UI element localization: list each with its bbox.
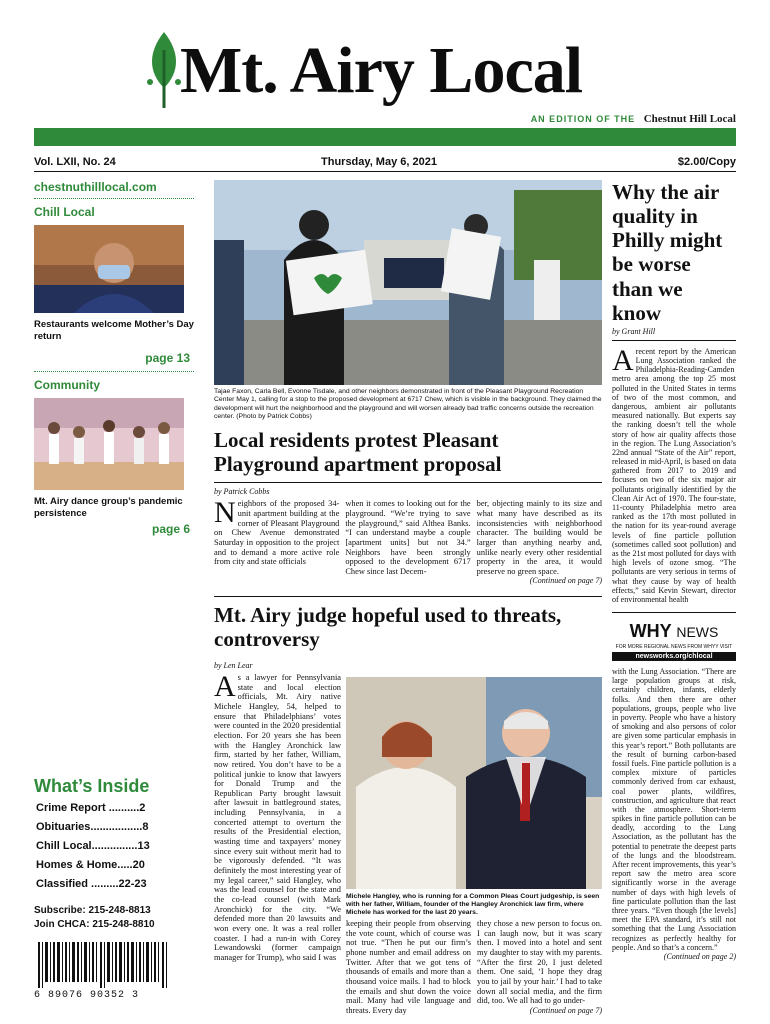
story2-dropcap: A	[214, 669, 236, 703]
story1-byline: by Patrick Cobbs	[214, 482, 602, 496]
whyy-logo-text: WHY	[629, 621, 672, 642]
protest-photo-caption: Tajae Faxon, Carla Bell, Evonne Tisdale, and other neighbors demonstrated in front of the Pleasant Playground Recreation Center May 1, calling for a stop to the proposed development at 6717 Chew, which is visible in the background. They claimed the development will hurt the neighborhood and the playground and will worsen already bad traffic concerns outside the recreation center. (Photo by Patrick Cobbs)	[214, 388, 602, 421]
story1-text-2: when it comes to looking out for the playground. “We’re trying to save the playground,” said Althea Banks. “I can understand maybe a couple [apartment units] but not 34.” Neighbors have been strongly opposed to the development 6717 Chew since last Decem-	[345, 499, 471, 576]
story2-columns	[346, 919, 602, 1016]
story2-continued[interactable]: (Continued on page 7)	[529, 1005, 602, 1015]
story3-byline: by Grant Hill	[612, 327, 736, 341]
dateline	[34, 154, 736, 172]
story1-text-1: eighbors of the proposed 34-unit apartment building at the corner of Pleasant Playground on Chew Avenue demonstrated Saturday in opposition to the project and to demand a more active role from city and state officials	[214, 499, 340, 567]
story3-continued[interactable]: (Continued on page 2)	[663, 951, 736, 961]
issue-price: $2.00/Copy	[677, 156, 736, 168]
section-label-chill-local: Chill Local	[34, 205, 95, 219]
story1-col-1	[214, 496, 340, 585]
story2-text-1: s a lawyer for Pennsylvania state and local election officials, Mt. Airy native Michele Hangley, 54, helped to ensure that Philadelphians’ votes were counted in the 2020 presidential election. For 20 years she has been with the Hangley Aronchick law firm, started by her father, William, now retired. You don’t have to be a political junkie to know that lawyers for Donald Trump and the Republican Party brought lawsuit after lawsuit in battleground states, including Pennsylvania, in a concerted attempt to overturn the results of the Presidential election, wasting time and taxpayers’ money since every suit without merit had to be vigorously defended. “It was definitely the most interesting year of my legal career,” said Hangley, who was the lead counsel for the state and the co-lead counsel (with Mark Aronchick) for the city. “We defended more than 20 lawsuits and won every one. It was a real roller coaster. I had a run-in with Corey Lewandowski (former campaign manager for Trump), who said I was	[214, 672, 341, 962]
story1-body	[214, 496, 602, 586]
story2-text-3: they chose a new person to focus on. I can laugh now, but it was scary then. I moved into a hotel and sent my daughter to stay with my parents. “After the first 20, I just deleted them. One said, ‘I hope they drag you to jail by your hair.’ I had to take down all social media, and the firm did, too. We all had to go under-	[477, 918, 602, 1006]
website-link[interactable]: chestnuthilllocal.com	[34, 180, 194, 199]
right-column	[612, 180, 736, 961]
story1-col-3	[477, 499, 602, 585]
green-rule	[34, 128, 736, 146]
story3-dropcap: A	[612, 343, 634, 377]
story3-text-2-body: with the Lung Association. “There are large population groups at risk, certainly children, infants, elderly folks. And then there are other populations, groups, people who live in poverty. People who have a history of smoking and also persons of color are given some particular emphasis in this year’s report.” Both pollutants are the result of burning carbon-based fossil fuels. Fine particle pollution is a complex mixture of particles commonly derived from car exhaust, coal power plants, wildfires, construction, and agriculture that react with the atmosphere. Short-term spikes in fine particle pollution can be deadly, according to the Lung Association, as the pollutant has the potential to penetrate the deepest parts of the lungs and the bloodstream. After recent improvements, this year’s report saw the metro area score significantly worse in the average number of days with high levels of fine particulate pollution than the last three years. “Even though [the levels] meet the EPA standard, it’s still not something that the Lung Association recognizes as perfectly healthy for people. And so that’s a concern.”	[612, 667, 736, 952]
sidebar	[34, 180, 194, 1020]
subscribe-phone: Subscribe: 215-248-8813	[34, 904, 151, 916]
inside-item[interactable]: Obituaries.................8	[36, 820, 149, 833]
story1-col-2	[345, 499, 470, 585]
story1-continued[interactable]: (Continued on page 7)	[529, 576, 602, 586]
masthead-title: Mt. Airy Local	[180, 34, 583, 107]
judge-photo	[346, 677, 602, 889]
whyy-subtext: FOR MORE REGIONAL NEWS FROM WHYY VISIT	[615, 644, 733, 651]
whyy-news-text: NEWS	[676, 624, 719, 641]
story2-body	[214, 669, 602, 1024]
inside-item[interactable]: Classified .........22-23	[36, 877, 147, 890]
protest-photo	[214, 180, 602, 385]
edition-label: AN EDITION OF THE	[530, 114, 636, 124]
story3-text-1-body: recent report by the American Lung Association ranked the Philadelphia-Reading-Camden metro area among the top 25 most polluted in the United States in terms of two of the most common, and dangerous, ambient air pollutants measured nationally. But experts say the ranking doesn’t tell the whole story of how air quality affects those in the region. The Lung Association’s 22nd annual “State of the Air” report, released in mid-April, is based on data gathered from 2017 to 2019 and focuses on two of the six major air pollutants originally identified by the Clean Air Act of 1970. The four-state, 11-county Philadelphia metro area ranked as the 17th most polluted in the nation for its year-round average levels of fine particle pollution (sometimes called soot pollution) and as the 21st most polluted for days with high levels of ozone smog. “The pollutants are very serious in terms of what they cause by way of health effects,” said Kevin Stewart, director of environmental health	[612, 346, 736, 604]
section-caption-community: Mt. Airy dance group’s pandemic persistence	[34, 495, 183, 519]
story3-text-2	[612, 667, 736, 961]
judge-photo-caption: Michele Hangley, who is running for a Common Pleas Court judgeship, is seen with her father, William, founder of the Hangley Aronchick law firm, where Michele has worked for the last 20 years.	[346, 892, 600, 917]
edition-paper: Chestnut Hill Local	[643, 113, 736, 125]
barcode-icon	[34, 942, 174, 988]
whats-inside-title: What’s Inside	[34, 775, 150, 796]
join-phone: Join CHCA: 215-248-8810	[34, 918, 155, 930]
story1-dropcap: N	[214, 496, 236, 530]
chef-photo	[34, 225, 184, 313]
story3-headline[interactable]: Why the air quality in Philly might be worse than we know	[612, 180, 723, 325]
inside-item[interactable]: Homes & Home.....20	[36, 858, 145, 871]
story3-text-1	[612, 343, 736, 604]
story2-byline: by Len Lear	[214, 660, 253, 670]
whyy-ad[interactable]	[612, 612, 736, 661]
section-label-community: Community	[34, 377, 100, 392]
edition-line	[531, 113, 736, 125]
inside-item[interactable]: Crime Report ..........2	[36, 801, 146, 814]
page-ref-chill-local[interactable]: page 13	[145, 350, 190, 365]
dance-group-photo	[34, 398, 184, 490]
barcode	[34, 942, 174, 1000]
barcode-number: 6 89076 90352 3	[34, 989, 140, 1001]
story2-col-2: keeping their people from observing the vote count, which of course was not true. “Then he put our firm’s phone number and email address on Twitter. After that we got tens of thousands of emails and more than a thousand voice mails. I had to block the emails and shut down the voice mail. Many had vile language and threats. Every day	[346, 918, 471, 1015]
divider	[34, 371, 194, 372]
masthead	[0, 0, 770, 168]
page-ref-community[interactable]: page 6	[151, 521, 190, 536]
story1-headline[interactable]: Local residents protest Pleasant Playground apartment proposal	[214, 427, 502, 477]
issue-date: Thursday, May 6, 2021	[321, 156, 437, 168]
center-column	[214, 180, 602, 1024]
contact-block	[34, 904, 194, 932]
volume-number: Vol. LXII, No. 24	[34, 156, 116, 168]
whats-inside-list	[34, 799, 194, 894]
story2-col-1	[214, 669, 341, 963]
whyy-logo	[612, 621, 736, 642]
section-caption-chill-local: Restaurants welcome Mother’s Day return	[34, 319, 194, 342]
whyy-url[interactable]: newsworks.org/chlocal	[612, 652, 736, 661]
inside-item[interactable]: Chill Local...............13	[36, 839, 150, 852]
story2-headline[interactable]: Mt. Airy judge hopeful used to threats, controversy	[214, 596, 602, 651]
story1-text-3: ber, objecting mainly to its size and what many have described as its inconsistencies with neighborhood character. The building would be larger than anything nearby and, unlike nearly every other residential property in the area, it would preserve no green space.	[476, 499, 602, 576]
story2-col-3	[477, 919, 602, 1016]
